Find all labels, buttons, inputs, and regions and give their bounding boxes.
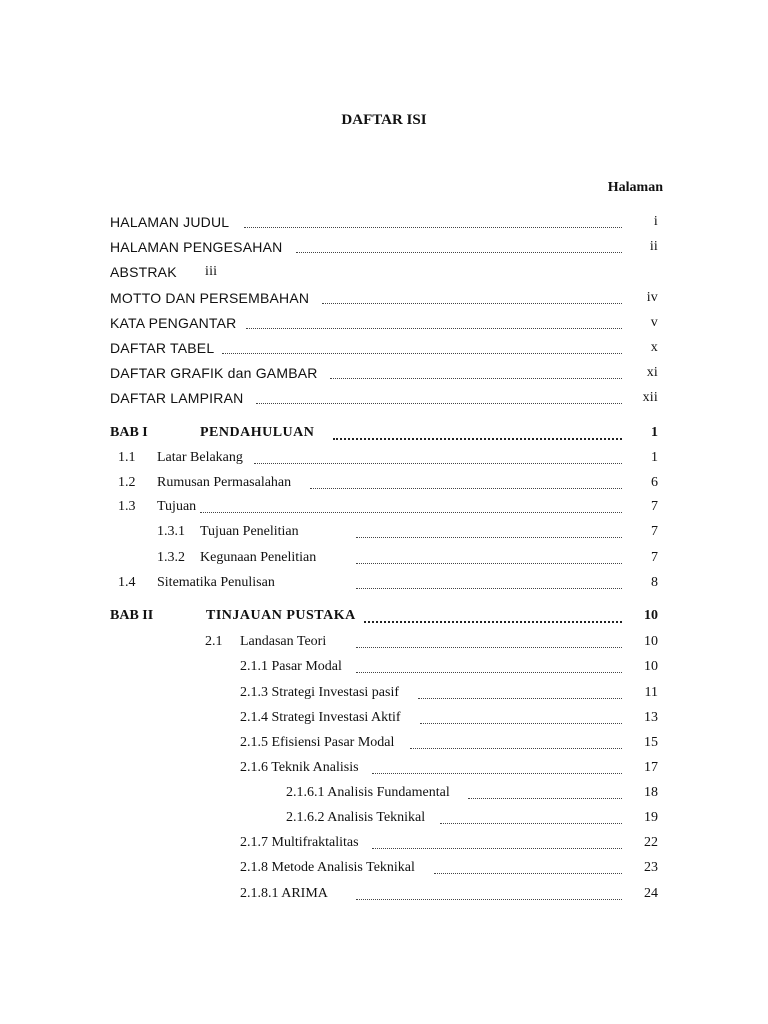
dot-leader — [356, 672, 622, 673]
toc-entry-page: 19 — [644, 810, 658, 825]
toc-entry-label: 2.1.8 Metode Analisis Teknikal — [240, 860, 415, 875]
toc-entry-label: 2.1.7 Multifraktalitas — [240, 835, 359, 850]
toc-entry-label: HALAMAN PENGESAHAN — [110, 239, 283, 255]
toc-entry-label: 2.1.1 Pasar Modal — [240, 659, 342, 674]
toc-entry — [0, 710, 768, 730]
toc-entry — [0, 860, 768, 880]
dot-leader — [420, 723, 622, 724]
toc-entry-page: xi — [646, 365, 658, 380]
toc-entry — [0, 634, 768, 654]
toc-entry-label: Latar Belakang — [157, 450, 243, 465]
toc-entry-label: ABSTRAK — [110, 264, 177, 280]
dot-leader — [246, 328, 622, 329]
toc-entry-label: Tujuan — [157, 499, 197, 514]
dot-leader — [440, 823, 622, 824]
dot-leader — [322, 303, 622, 304]
page-title: DAFTAR ISI — [341, 112, 427, 128]
dot-leader — [364, 621, 622, 623]
toc-entry — [0, 760, 768, 780]
dot-leader — [254, 463, 622, 464]
dot-leader — [200, 512, 622, 513]
toc-entry — [0, 499, 768, 519]
section-number: 1.3.2 — [157, 550, 185, 565]
chapter-heading — [0, 608, 768, 628]
toc-entry-page: 8 — [651, 575, 658, 590]
dot-leader — [410, 748, 622, 749]
toc-entry-page: xii — [642, 390, 658, 405]
toc-entry-page: 23 — [644, 860, 658, 875]
toc-entry-page: v — [650, 315, 658, 330]
toc-entry-page: iv — [646, 290, 658, 305]
toc-entry-label: 2.1.6.1 Analisis Fundamental — [286, 785, 450, 800]
toc-entry — [0, 475, 768, 495]
toc-entry-page: 17 — [644, 760, 658, 775]
toc-entry-page: 7 — [651, 499, 658, 514]
toc-entry — [0, 264, 768, 284]
toc-entry-page: 24 — [644, 886, 658, 901]
toc-entry — [0, 886, 768, 906]
dot-leader — [296, 252, 622, 253]
chapter-title: TINJAUAN PUSTAKA — [206, 608, 356, 623]
toc-entry — [0, 835, 768, 855]
toc-entry — [0, 315, 768, 335]
toc-entry-page: x — [650, 340, 658, 355]
dot-leader — [244, 227, 622, 228]
dot-leader — [356, 647, 622, 648]
toc-entry-page: iii — [205, 264, 218, 279]
toc-entry-label: 2.1.8.1 ARIMA — [240, 886, 328, 901]
toc-entry-page: 1 — [651, 450, 658, 465]
toc-entry-label: 2.1.6 Teknik Analisis — [240, 760, 359, 775]
toc-entry — [0, 735, 768, 755]
chapter-title: PENDAHULUAN — [200, 425, 315, 440]
dot-leader — [418, 698, 622, 699]
toc-entry-page: 7 — [651, 524, 658, 539]
toc-entry-page: 11 — [644, 685, 658, 700]
toc-entry-label: DAFTAR GRAFIK dan GAMBAR — [110, 365, 318, 381]
toc-entry — [0, 685, 768, 705]
toc-entry-label: Landasan Teori — [240, 634, 327, 649]
dot-leader — [356, 588, 622, 589]
chapter-number: BAB I — [110, 425, 148, 440]
toc-entry — [0, 524, 768, 544]
toc-entry — [0, 450, 768, 470]
dot-leader — [222, 353, 622, 354]
toc-entry-label: 2.1.3 Strategi Investasi pasif — [240, 685, 400, 700]
toc-entry-label: 2.1.6.2 Analisis Teknikal — [286, 810, 426, 825]
dot-leader — [333, 438, 622, 440]
toc-entry — [0, 365, 768, 385]
dot-leader — [330, 378, 622, 379]
section-number: 1.3 — [118, 499, 136, 514]
toc-entry — [0, 340, 768, 360]
toc-entry-label: Sitematika Penulisan — [157, 575, 275, 590]
toc-entry-page: 18 — [644, 785, 658, 800]
page-column-header: Halaman — [607, 180, 663, 195]
toc-entry-label: DAFTAR TABEL — [110, 340, 215, 356]
toc-entry-page: 10 — [644, 608, 658, 623]
toc-entry-label: Kegunaan Penelitian — [200, 550, 317, 565]
toc-entry-page: 22 — [644, 835, 658, 850]
toc-entry-page: 13 — [644, 710, 658, 725]
toc-entry-label: Rumusan Permasalahan — [157, 475, 292, 490]
toc-entry-label: 2.1.5 Efisiensi Pasar Modal — [240, 735, 395, 750]
toc-entry — [0, 785, 768, 805]
toc-entry-label: MOTTO DAN PERSEMBAHAN — [110, 290, 310, 306]
dot-leader — [356, 899, 622, 900]
chapter-heading — [0, 425, 768, 445]
section-number: 2.1 — [205, 634, 223, 649]
toc-entry-label: KATA PENGANTAR — [110, 315, 237, 331]
toc-entry-page: 7 — [651, 550, 658, 565]
dot-leader — [356, 537, 622, 538]
dot-leader — [310, 488, 622, 489]
toc-entry-label: 2.1.4 Strategi Investasi Aktif — [240, 710, 401, 725]
toc-entry — [0, 239, 768, 259]
toc-entry-page: 1 — [651, 425, 658, 440]
toc-entry — [0, 810, 768, 830]
toc-entry-label: HALAMAN JUDUL — [110, 214, 230, 230]
toc-entry — [0, 214, 768, 234]
toc-entry-page: 10 — [644, 659, 658, 674]
dot-leader — [468, 798, 622, 799]
toc-entry — [0, 390, 768, 410]
chapter-number: BAB II — [110, 608, 154, 623]
toc-entry-page: i — [653, 214, 658, 229]
dot-leader — [256, 403, 622, 404]
toc-entry-page: 6 — [651, 475, 658, 490]
toc-entry — [0, 290, 768, 310]
toc-entry-page: 15 — [644, 735, 658, 750]
section-number: 1.4 — [118, 575, 136, 590]
toc-entry-label: Tujuan Penelitian — [200, 524, 299, 539]
section-number: 1.3.1 — [157, 524, 185, 539]
toc-entry-page: 10 — [644, 634, 658, 649]
dot-leader — [434, 873, 622, 874]
dot-leader — [356, 563, 622, 564]
toc-entry — [0, 575, 768, 595]
dot-leader — [372, 773, 622, 774]
toc-entry-label: DAFTAR LAMPIRAN — [110, 390, 244, 406]
toc-entry — [0, 659, 768, 679]
toc-entry — [0, 550, 768, 570]
section-number: 1.1 — [118, 450, 136, 465]
dot-leader — [372, 848, 622, 849]
section-number: 1.2 — [118, 475, 136, 490]
toc-entry-page: ii — [649, 239, 658, 254]
